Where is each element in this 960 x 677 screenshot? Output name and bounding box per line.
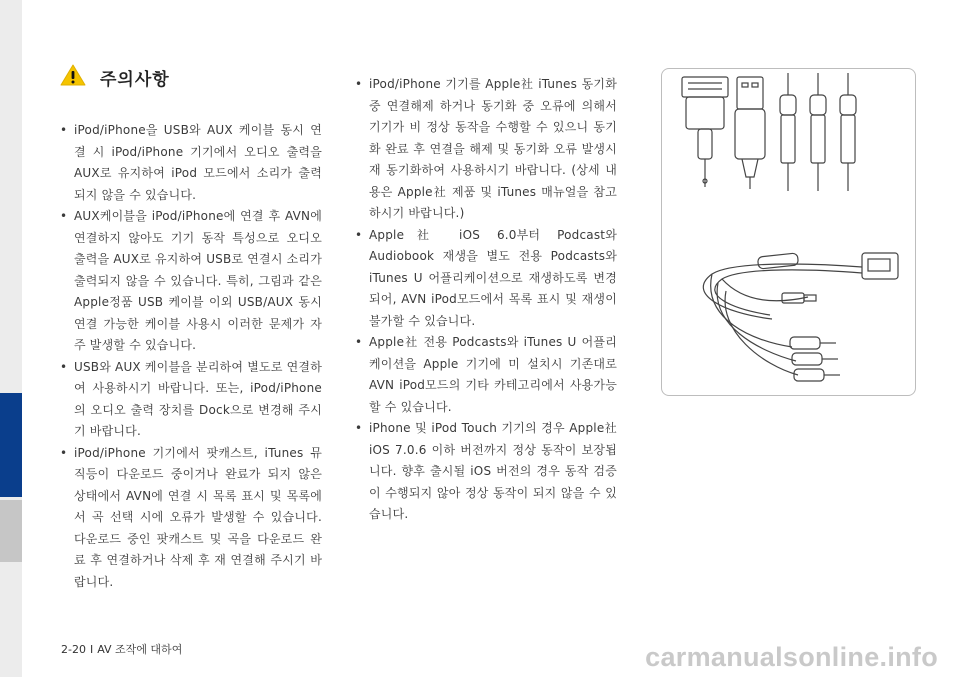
cable-illustration bbox=[661, 68, 916, 396]
list-item: • iPhone 및 iPod Touch 기기의 경우 Apple社 iOS 7.0.6 이하 버전까지 정상 동작이 보장됩니다. 향후 출시될 iOS 버전의 경우 동작 검증이 수행되지 않아 정상 동작이 되지 않을 수 있습니다. bbox=[355, 418, 617, 526]
chapter-tab-active[interactable] bbox=[0, 393, 22, 497]
list-item: • iPod/iPhone을 USB와 AUX 케이블 동시 연결 시 iPod/iPhone 기기에서 오디오 출력을 AUX로 유지하여 iPod 모드에서 소리가 출력되지 않을 수 있습니다. bbox=[60, 120, 322, 206]
list-item: • Apple社 전용 Podcasts와 iTunes U 어플리케이션을 Apple 기기에 미 설치시 기존대로 AVN iPod모드의 기타 카테고리에서 사용가능할 수 있습니다. bbox=[355, 332, 617, 418]
warning-triangle-icon bbox=[60, 64, 86, 90]
left-column bbox=[60, 120, 322, 593]
page-number: 2-20 bbox=[61, 643, 86, 656]
dock-connector-icon bbox=[682, 77, 728, 187]
list-item: • USB와 AUX 케이블을 분리하여 별도로 연결하여 사용하시기 바랍니다. 또는, iPod/iPhone의 오디오 출력 장치를 Dock으로 변경해 주시기 바랍니다. bbox=[60, 357, 322, 443]
watermark: carmanualsonline.info bbox=[645, 642, 938, 672]
page-footer bbox=[61, 641, 182, 657]
list-item: • Apple社 iOS 6.0부터 Podcast와 Audiobook 재생을 별도 전용 Podcasts와 iTunes U 어플리케이션으로 재생하도록 변경되어, AVN iPod모드에서 목록 표시 및 재생이 불가할 수 있습니다. bbox=[355, 225, 617, 333]
caution-header bbox=[60, 64, 170, 90]
list-item: • iPod/iPhone 기기를 Apple社 iTunes 동기화 중 연결해제 하거나 동기화 중 오류에 의해서 기기가 비 정상 동작을 수행할 수 있으니 동기화 완료 후 연결을 해제 및 동기화 오류 발생시 재 동기화하여 사용하시기 바랍니다. (상세 내용은 Apple社 제품 및 iTunes 매뉴얼을 참고하시기 바랍니다.) bbox=[355, 74, 617, 225]
middle-column bbox=[355, 74, 617, 526]
rca-plug-icon bbox=[810, 73, 826, 191]
section-title: AV 조작에 대하여 bbox=[97, 643, 183, 656]
cable-bundle-icon bbox=[703, 253, 898, 381]
caution-title: 주의사항 bbox=[100, 69, 170, 90]
footer-separator: I bbox=[89, 643, 94, 656]
list-item: • AUX케이블을 iPod/iPhone에 연결 후 AVN에 연결하지 않아도 기기 동작 특성으로 오디오 출력을 AUX로 유지하여 USB로 연결시 소리가 출력되지 않을 수 있습니다. 특히, 그림과 같은 Apple정품 USB 케이블 이외 USB/AUX 동시 연결 가능한 케이블 사용시 이러한 문제가 자주 발생할 수 있습니다. bbox=[60, 206, 322, 357]
chapter-tab[interactable] bbox=[0, 500, 22, 562]
usb-connector-icon bbox=[735, 77, 765, 189]
rca-plug-icon bbox=[780, 73, 796, 191]
side-strip bbox=[0, 0, 22, 677]
list-item: • iPod/iPhone 기기에서 팟캐스트, iTunes 뮤직등이 다운로드 중이거나 완료가 되지 않은 상태에서 AVN에 연결 시 목록 표시 및 목록에서 곡 선택 시에 오류가 발생할 수 있습니다. 다운로드 중인 팟캐스트 및 곡을 다운로드 완료 후 연결하거나 삭제 후 재 연결해 주시기 바랍니다. bbox=[60, 443, 322, 594]
rca-plug-icon bbox=[840, 73, 856, 191]
